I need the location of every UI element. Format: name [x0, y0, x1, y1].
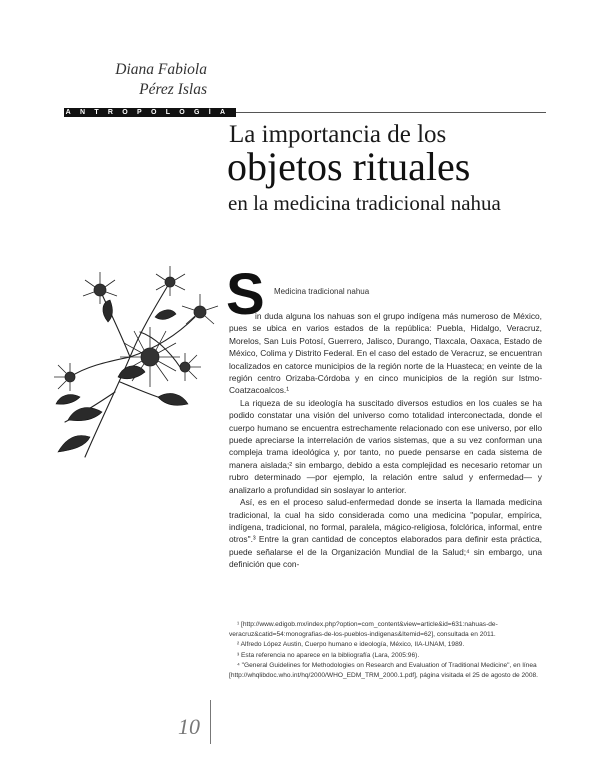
paragraph-2: La riqueza de su ideología ha suscitado diversos estudios en los cuales se ha podido constatar una visión del universo como totalidad interconectada, donde el cuerpo humano se encuentra estrechamente relacionado con ese universo, por ello puede apreciarse la interrelación de varios sistemas, que a su vez conforman una compleja trama ideológica y, por tanto, no puede pensarse en cada sistema de manera aislada;² sin embargo, debido a esta complejidad es necesario retomar un rubro determinado —por ejemplo, la relación entre salud y enfermedad— y analizarlo a profundidad sin soslayar lo anterior. — [229, 397, 542, 495]
footnote-2: ² Alfredo López Austin, Cuerpo humano e ideología, México, IIA-UNAM, 1989. — [237, 641, 465, 649]
title-line-1: La importancia de los — [229, 121, 447, 148]
page-number-rule — [210, 700, 211, 744]
footnote-4: ⁴ "General Guidelines for Methodologies on Research and Evaluation of Traditional Medicine", en línea [http://whqlibdoc.who.int/hq/2000/WHO_EDM_TRM_2000.1.pdf], página visitada el 25 de agosto de 2008. — [229, 662, 538, 679]
title-line-3: en la medicina tradicional nahua — [228, 191, 501, 215]
section-bar — [64, 108, 236, 117]
article-body — [229, 310, 542, 571]
author-first-line: Diana Fabiola — [115, 61, 207, 78]
title-line-2: objetos rituales — [227, 144, 471, 189]
paragraph-1: in duda alguna los nahuas son el grupo indígena más numeroso de México, pues se ubica en varios estados de la república: Puebla, Hidalgo, Veracruz, Morelos, San Luis Potosí, Guerrero, Jalisco, Durango, Tlaxcala, Oaxaca, Estado de México, Colima y Distrito Federal. En el caso del estado de Veracruz, se encuentran localizados en catorce municipios de la región norte de la Huasteca; en veinte de la región centro Orizaba-Córdoba y en cinco municipios de la región sur Istmo-Coatzacoalcos.¹ — [229, 311, 542, 396]
author-second-line: Pérez Islas — [139, 81, 207, 98]
footnote-1: ¹ [http://www.edigob.mx/index.php?option=com_content&view=article&id=631:nahuas-de-veracruz&catid=54:monografias-de-los-pueblos-indigenas&Itemid=62], consultada en 2011. — [229, 621, 498, 638]
footnotes — [229, 620, 544, 682]
paragraph-3: Así, es en el proceso salud-enfermedad donde se inserta la llamada medicina tradicional, la cual ha sido considerada como una medicina "popular, empírica, indígena, tradicional, no formal, paralela, mágico-religiosa, folclórica, informal, entre otros".³ Entre la gran cantidad de conceptos elaborados para definir esta práctica, puede señalarse el de la Organización Mundial de la Salud;⁴ sin embargo, una definición que con- — [229, 497, 542, 570]
botanical-illustration — [30, 262, 230, 462]
author-name — [115, 60, 207, 100]
page-number: 10 — [178, 714, 200, 739]
section-divider — [236, 112, 546, 113]
drop-cap: S — [226, 262, 265, 327]
section-label: ANTROPOLOGÍA — [65, 109, 235, 116]
footnote-3: ³ Esta referencia no aparece en la bibliografía (Lara, 2005:96). — [237, 651, 420, 659]
article-kicker: Medicina tradicional nahua — [274, 287, 370, 296]
